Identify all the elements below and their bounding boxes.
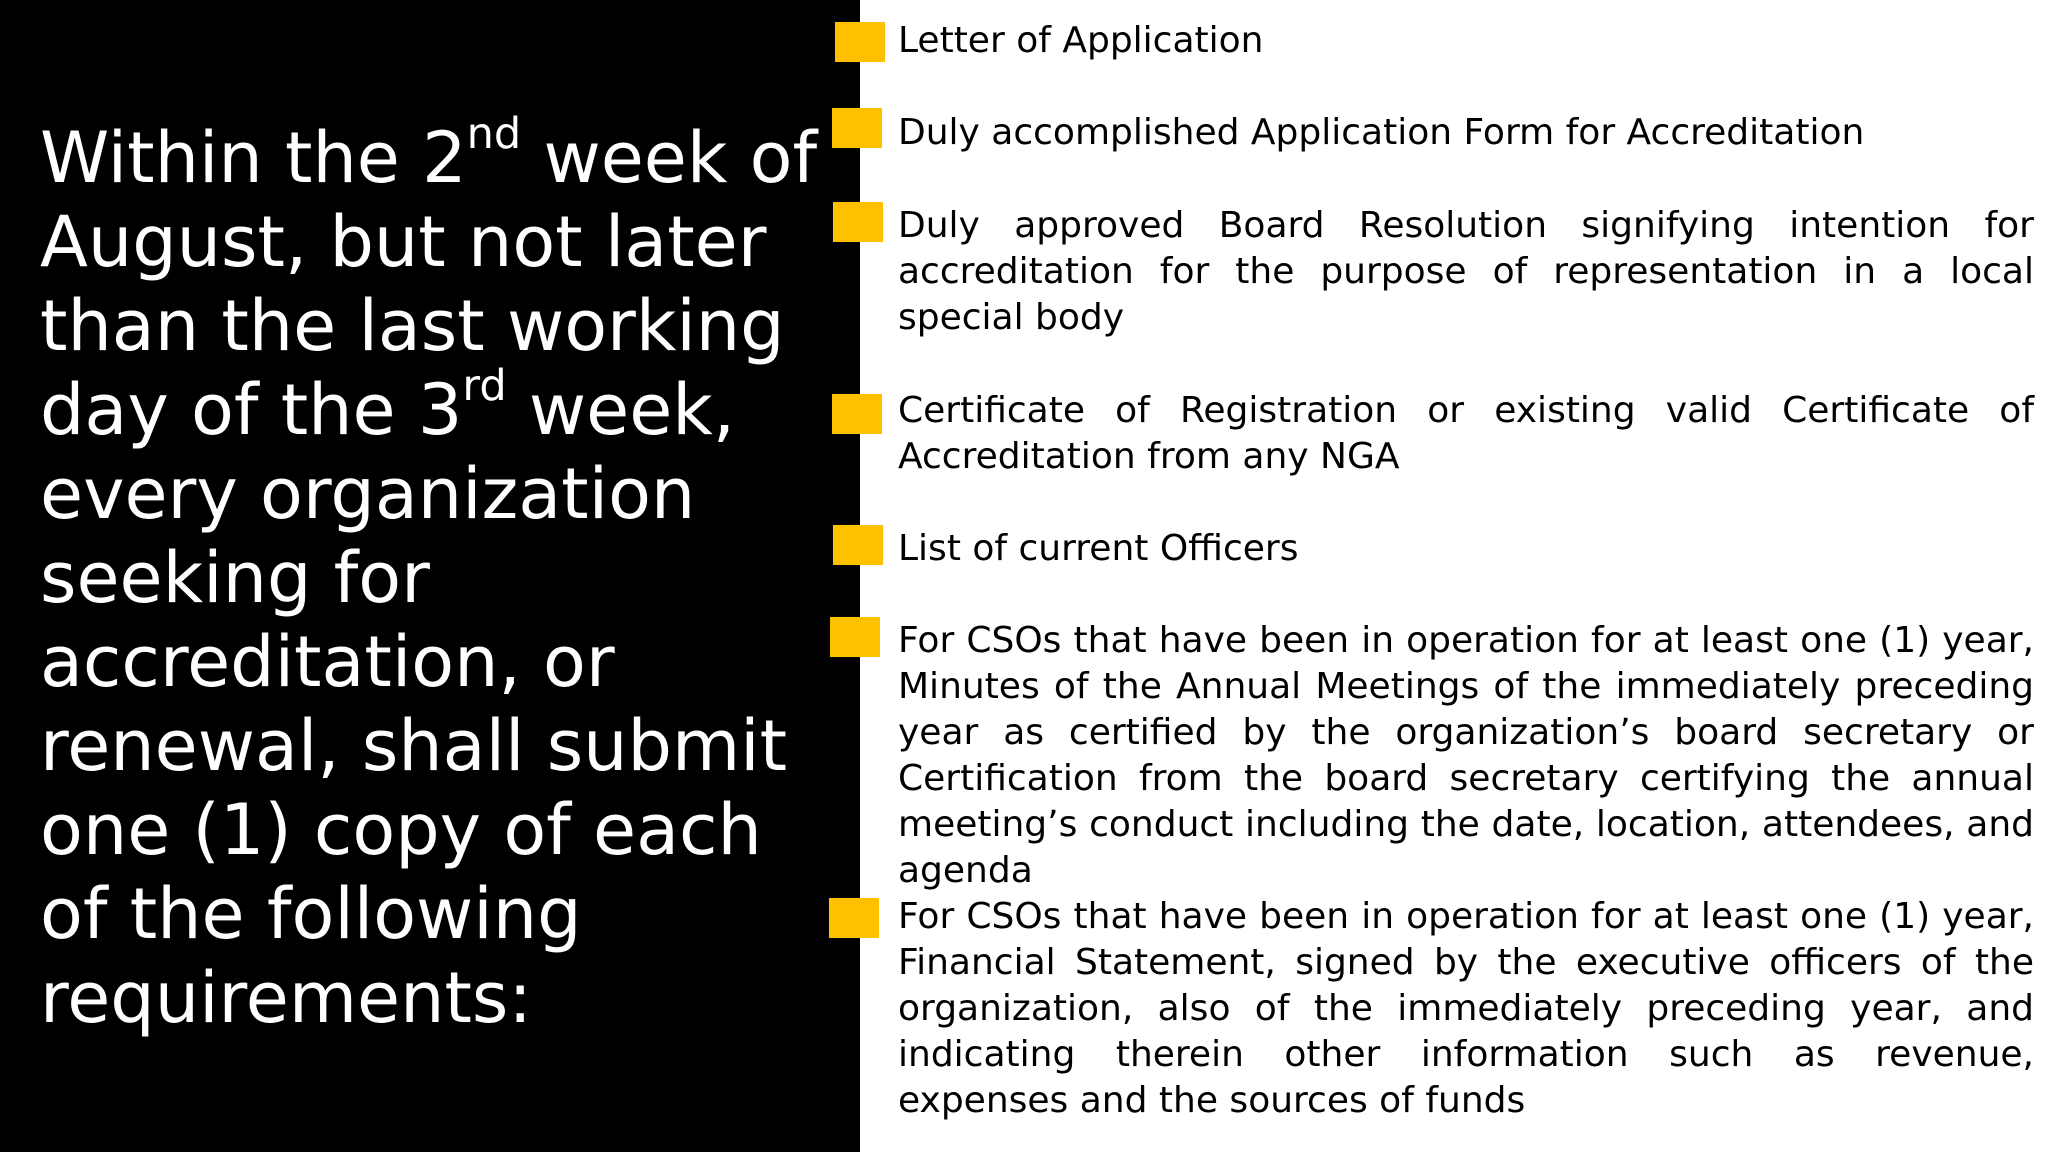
- requirement-text: For CSOs that have been in operation for at least one (1) year, Financial Statement, signed by the executive officers of the organization, also of the immediately preceding year, and indicating therein other information such as revenue, expenses and the sources of funds: [898, 896, 2034, 1121]
- requirement-text: Duly approved Board Resolution signifying intention for accreditation for the purpose of representation in a local special body: [898, 205, 2034, 338]
- square-bullet-icon: [835, 22, 885, 62]
- intro-heading: [40, 108, 840, 1040]
- requirement-text: Certificate of Registration or existing valid Certificate of Accreditation from any NGA: [898, 390, 2034, 477]
- requirement-text: Letter of Application: [898, 20, 1264, 61]
- requirement-text: For CSOs that have been in operation for at least one (1) year, Minutes of the Annual Meetings of the immediately preceding year as certified by the organization’s board secretary or Certification from the board secretary certifying the annual meeting’s conduct including the date, location, attendees, and agenda: [898, 620, 2034, 891]
- requirement-text: Duly accomplished Application Form for Accreditation: [898, 112, 1865, 153]
- intro-text-part-3: week, every organization seeking for accreditation, or renewal, shall submit one (1) copy of each of the following requirements:: [40, 369, 788, 1039]
- left-panel: [0, 0, 860, 1152]
- square-bullet-icon: [833, 202, 883, 242]
- intro-text-part-2: week of August, but not later than the last working day of the 3: [40, 117, 818, 451]
- square-bullet-icon: [832, 394, 882, 434]
- square-bullet-icon: [829, 898, 879, 938]
- square-bullet-icon: [833, 525, 883, 565]
- intro-superscript-rd: rd: [462, 360, 507, 411]
- intro-text-part-1: Within the 2: [40, 117, 467, 199]
- square-bullet-icon: [832, 108, 882, 148]
- intro-superscript-nd: nd: [466, 108, 522, 159]
- square-bullet-icon: [830, 617, 880, 657]
- requirement-text: List of current Officers: [898, 528, 1299, 569]
